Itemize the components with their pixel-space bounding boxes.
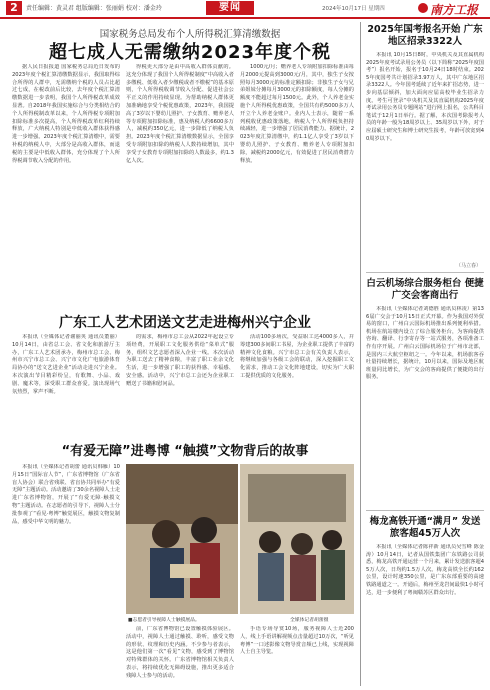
- article3-photo-1-caption: ■志愿者引导视障人士触摸展品。: [128, 618, 200, 623]
- right-article1-byline: （马立春）: [456, 263, 482, 269]
- article3-column-3: 手语专场导赏10场，服务视障人士近200人，线上手语讲解视频点击量超过10万次，“听见粤博”一口述影像文物导赏音频已上线，实现视障人士自主导览。: [240, 626, 354, 656]
- lead-headline: 超七成人无需缴纳2023年度个税: [48, 42, 332, 63]
- right-article2-body: 本报讯（全媒体记者刘德胜 通讯员林凌）第136届广交会于10月15日正式开幕。作为我国对外贸易的窗口，广州白云国际机场推出系列便利举措。机场在航站楼内设立了综合服务柜台，为客商提供咨询、翻译、行李寄存等一站式服务，各项准备工作有序开展。广州白云国际机场位于广州市北部，是国内三大航空枢纽之一。今年以来，机场旅客吞吐量持续增长，据统计，10月以来，国际及地区航班量同比增长，为广交会的客商提供了便捷的出行服务。: [366, 306, 484, 381]
- header-rule: [0, 17, 490, 19]
- museum-visit-photo-icon: [126, 464, 238, 614]
- section-label: 要闻: [206, 1, 254, 15]
- article2-column-3: 活动100多场次，受益职工达4000多人，并筹建300多间职工书屋，为企业职工提供了丰富的精神文化食粮。兴宁市总工会有关负责人表示，将继续加强与各级工会的联动，深入挖掘职工文化需求，推动工会文化阵地建设，切实为广大职工提供优质的文化服务。: [240, 334, 354, 379]
- right-article1-body: 本报讯 10月15日8时，中央机关及其直属机构2025年度考试录用公务员（以下简称“2025年度国考”）报名开始，报名于10月24日18时结束。2025年度国考共计划招录3.97万人，其中广东地区招录3322人。今年国考延续了近年来扩招态势，进一步向基层倾斜，加大面向应届高校毕业生招录力度。考生可登录“中央机关及其直属机构2025年度考试录用公务员专题网站”进行网上报名，公共科目笔试于12月1日举行。据了解，本次国考除报考人员的年龄一般为18周岁以上、35周岁以下外，对于应届硕士研究生和博士研究生报考，年龄可放宽到40周岁以下。: [366, 52, 484, 142]
- right-divider-2: [366, 510, 484, 511]
- article3-column-2: 前，广东省博物馆已设置触摸体验展区。活动中，视障人士通过触摸、聆听，感受文物的形状、纹理和历史内涵。不少参与者表示，这是他们第一次“看见”文物，感受到了博物馆对特殊群体的关怀。广东省博物馆相关负责人表示，将持续优化无障碍设施，推出更多适合残障人士参与的活动。: [126, 626, 234, 679]
- right-article3-body: 本报讯（全媒体记者陈祥新 通讯员吴雪峰 陈金涛）10月14日，记者从国铁集团广东铁路公司获悉，梅龙高铁开通运营一个月来，累计发送旅客超45万人次，日均约1.5万人次。梅龙高铁全长约162公里，设计时速350公里，是广东东部重要的高速铁路通道之一。开通后，梅州至龙岩间最快1小时可达，进一步便利了粤闽赣苏区群众出行。: [366, 544, 484, 596]
- article3-photo-2-caption: 全媒体记者胡蕾摄: [290, 618, 329, 623]
- article2-column-1: 本报讯（全媒体记者谢丽英 通讯员董丽）10月14日，由省总工会、省文化和旅游厅主办，广东工人艺术团承办，梅州市总工会、梅州市兴宁市总工会、兴宁市文化广电旅游体育局协办的“送文艺进企业”活动走进兴宁企业。本次演出节目精彩纷呈，有歌舞、小品、戏剧、魔术等，深受职工群众喜爱。演出现场气氛热烈，掌声不断。: [12, 334, 120, 395]
- newspaper-logo-icon: [418, 3, 428, 13]
- lead-kicker: 国家税务总局发布个人所得税汇算清缴数据: [99, 29, 281, 40]
- article2-headline: 广东工人艺术团送文艺走进梅州兴宁企业: [59, 315, 311, 331]
- article3-headline: “有爱无障”进粤博 “触摸”文物背后的故事: [61, 444, 309, 459]
- right-article3-headline: 梅龙高铁开通“满月” 发送旅客超45万人次: [369, 516, 481, 539]
- article3-column-1: 本报讯（全媒体记者胡蕾 通讯员韩雁）10月15日“国际盲人节”，广东省博物馆（广东省盲人协会）联合省残联、省盲协共同举办“有爱无障”主题活动。活动邀请了30余名视障人士走进广东省博物馆，开展了“有爱无障·触摸文物”主题活动。在志愿者的引导下，视障人士分批参观了“看见·粤博”触觉展区，触摸文物复制品，感受中华文明的魅力。: [12, 464, 120, 525]
- lead-column-2: 得税更大部分是由中高收入群体贡献的。这充分体现了我国个人所得税制度“中高收入者多缴税、低收入者少缴税或者不缴税”的基本原则，个人所得税收调节收入分配、促进社会公平正义的作用持续显现。为帮助纳税人群体更加准确地享受个税优惠政策，2023年，我国提高了3岁以下婴幼儿照护、子女教育、赡养老人等专项附加扣除标准，惠及纳税人约6600多万人，减税约350亿元，进一步降低了纳税人负担。2023年度个税汇算清缴数据显示，全国享受专项附加扣除的纳税人人数持续增加，其中享受子女教育专项附加扣除的人数最多，约1.3亿人次。: [126, 64, 234, 164]
- right-article2-headline: 白云机场综合服务柜台 便捷广交会客商出行: [366, 278, 484, 301]
- right-divider-1: [366, 272, 484, 273]
- article3-photo-1: [126, 464, 238, 614]
- article2-column-2: 的需求，梅州市总工会从2022年起设立专项经费，开展职工文化服务供给“菜单式”服务，组织文艺志愿者深入企业一线。本次活动为职工送去了精神食粮，丰富了职工业余文化生活，进一步增强了职工的获得感、幸福感、安全感。活动中，兴宁市总工会还为企业职工赠送了书籍和慰问品。: [126, 334, 234, 387]
- staff-credits: 责任编辑：黄灵君 组版编辑：张丽娟 校对：潘金玲: [26, 5, 162, 12]
- right-article1-headline: 2025年国考报名开始 广东地区招录3322人: [367, 24, 483, 47]
- page-number: 2: [6, 1, 22, 15]
- lead-column-1: 据人民日报报道 国家税务总局近日发布的2023年度个税汇算清缴数据显示，我国取得综合所得的人群中，无需缴纳个税的人员占比超过七成，在税改前后比较，去年度个税汇算清缴数据进一步表明，我国个人所得税改革成效显著。自2018年我国实施综合与分类相结合的个人所得税制改革以来，个人所得税专项附加扣除标准多次提高，个人所得税改革红利持续释放，广大纳税人特别是中低收入群体获得感进一步增强。2023年度个税汇算清缴中，需要补税的纳税人中，大部分是高收入群体，而退税的主要是中低收入群体，充分体现了个人所得税调节收入分配的作用。: [12, 64, 120, 164]
- column-divider: [360, 22, 361, 686]
- article3-photo-2: [240, 464, 354, 614]
- newspaper-brand: 南方工报: [430, 3, 479, 17]
- lead-column-3: 1000元/月；赡养老人专项附加扣除标准由每月2000元提高到3000元/月，其中，独生子女按照每月3000元的标准定额扣除；非独生子女与兄弟姐妹分摊每月3000元的扣除额度，每人分摊的额度不能超过每月1500元。此外，个人养老金实施个人所得税优惠政策，全国共有约5000多万人开立个人养老金账户。业内人士表示，随着一系列税收优惠政策落地，纳税人个人所得税负担持续减轻，进一步增强了居民消费能力。据统计，2023年度汇算清缴中，约1.1亿人享受了3岁以下婴幼儿照护、子女教育、赡养老人专项附加扣除，减税约2000亿元，有效促进了居民消费潜力释放。: [240, 64, 354, 164]
- issue-date: 2024年10月17日 星期四: [322, 6, 385, 12]
- museum-exhibit-photo-icon: [240, 464, 354, 614]
